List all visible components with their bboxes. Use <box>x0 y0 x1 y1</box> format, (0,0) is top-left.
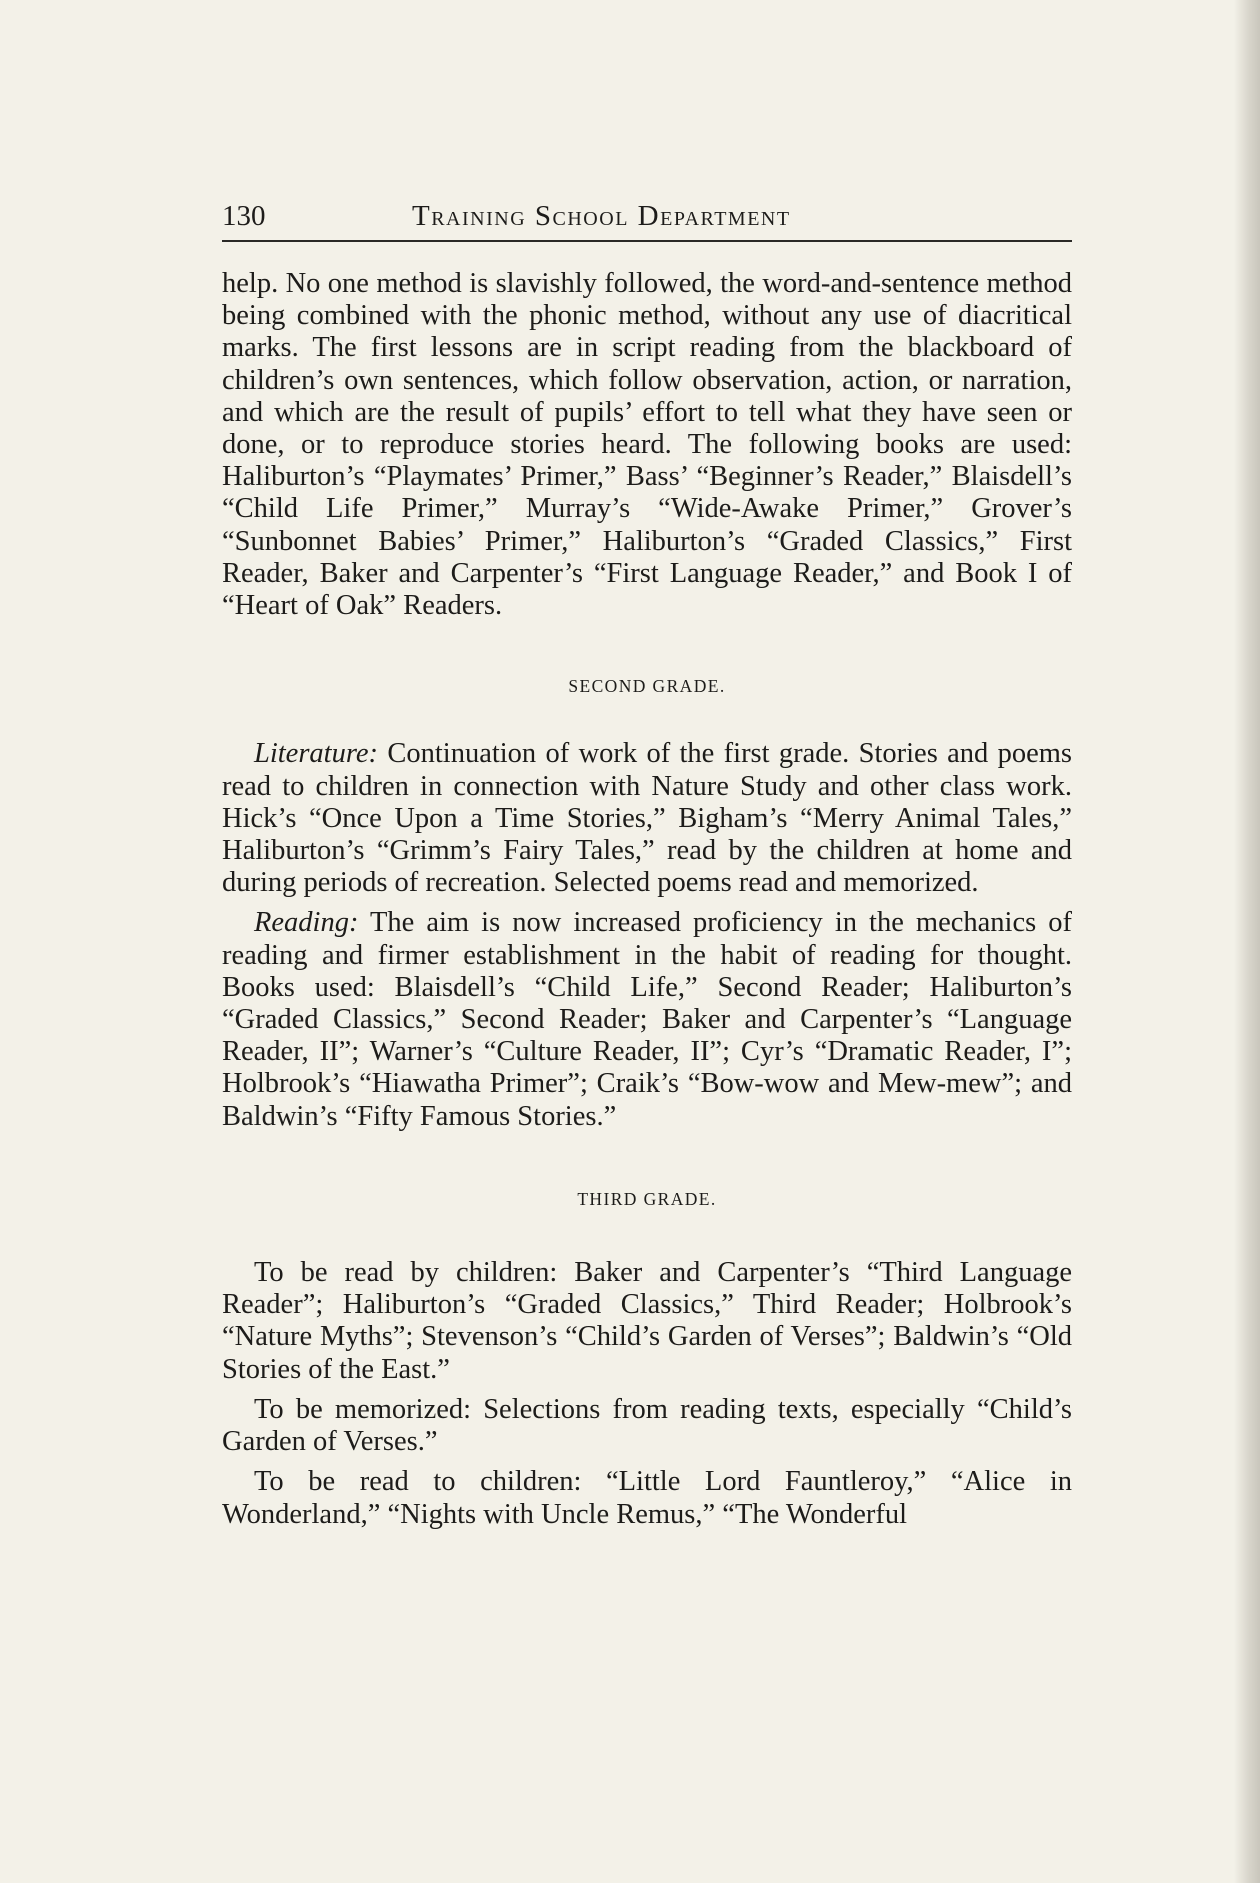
running-head <box>222 196 1072 242</box>
third-grade-read-to-children: To be read to children: “Little Lord Fauntleroy,” “Alice in Wonderland,” “Nights with Uncle Remus,” “The Wonderful <box>222 1466 1072 1530</box>
reading-text: The aim is now increased proficiency in the mechanics of reading and firmer establishment in the habit of reading for thought. Books used: Blaisdell’s “Child Life,” Second Reader; Haliburton’s “Graded Classics,” Second Reader; Baker and Carpenter’s “Language Reader, II”; Warner’s “Culture Reader, II”; Cyr’s “Dramatic Reader, I”; Holbrook’s “Hiawatha Primer”; Craik’s “Bow-wow and Mew-mew”; and Baldwin’s “Fifty Famous Stories.” <box>222 907 1072 1132</box>
page-content <box>222 196 1072 1531</box>
page-number: 130 <box>222 200 266 232</box>
literature-paragraph <box>222 738 1072 899</box>
literature-label: Literature: <box>254 738 379 770</box>
reading-label: Reading: <box>254 907 359 939</box>
running-title: Training School Department <box>412 200 791 232</box>
page-body <box>222 268 1072 1531</box>
third-grade-memorized: To be memorized: Selections from reading texts, especially “Child’s Garden of Verses.” <box>222 1393 1072 1458</box>
reading-paragraph <box>222 907 1072 1132</box>
second-grade-heading: SECOND GRADE. <box>568 676 726 697</box>
third-grade-read-by-children: To be read by children: Baker and Carpenter’s “Third Language Reader”; Haliburton’s “Graded Classics,” Third Reader; Holbrook’s “Nature Myths”; Stevenson’s “Child’s Garden of Verses”; Baldwin’s “Old Stories of the East.” <box>222 1257 1072 1385</box>
third-grade-heading: THIRD GRADE. <box>577 1188 717 1209</box>
literature-text: Continuation of work of the first grade. Stories and poems read to children in connection with Nature Study and other class work. Hick’s “Once Upon a Time Stories,” Bigham’s “Merry Animal Tales,” Haliburton’s “Grimm’s Fairy Tales,” read by the children at home and during periods of recreation. Selected poems read and memorized. <box>222 738 1072 899</box>
page-edge-shadow <box>1234 0 1260 1883</box>
intro-paragraph: help. No one method is slavishly followed, the word-and-sentence method being combined with the phonic method, without any use of diacritical marks. The first lessons are in script reading from the blackboard of children’s own sentences, which follow observation, action, or narration, and which are the result of pupils’ effort to tell what they have seen or done, or to reproduce stories heard. The following books are used: Haliburton’s “Playmates’ Primer,” Bass’ “Beginner’s Reader,” Blaisdell’s “Child Life Primer,” Murray’s “Wide-Awake Primer,” Grover’s “Sunbonnet Babies’ Primer,” Haliburton’s “Graded Classics,” First Reader, Baker and Carpenter’s “First Language Reader,” and Book I of “Heart of Oak” Readers. <box>222 268 1072 622</box>
